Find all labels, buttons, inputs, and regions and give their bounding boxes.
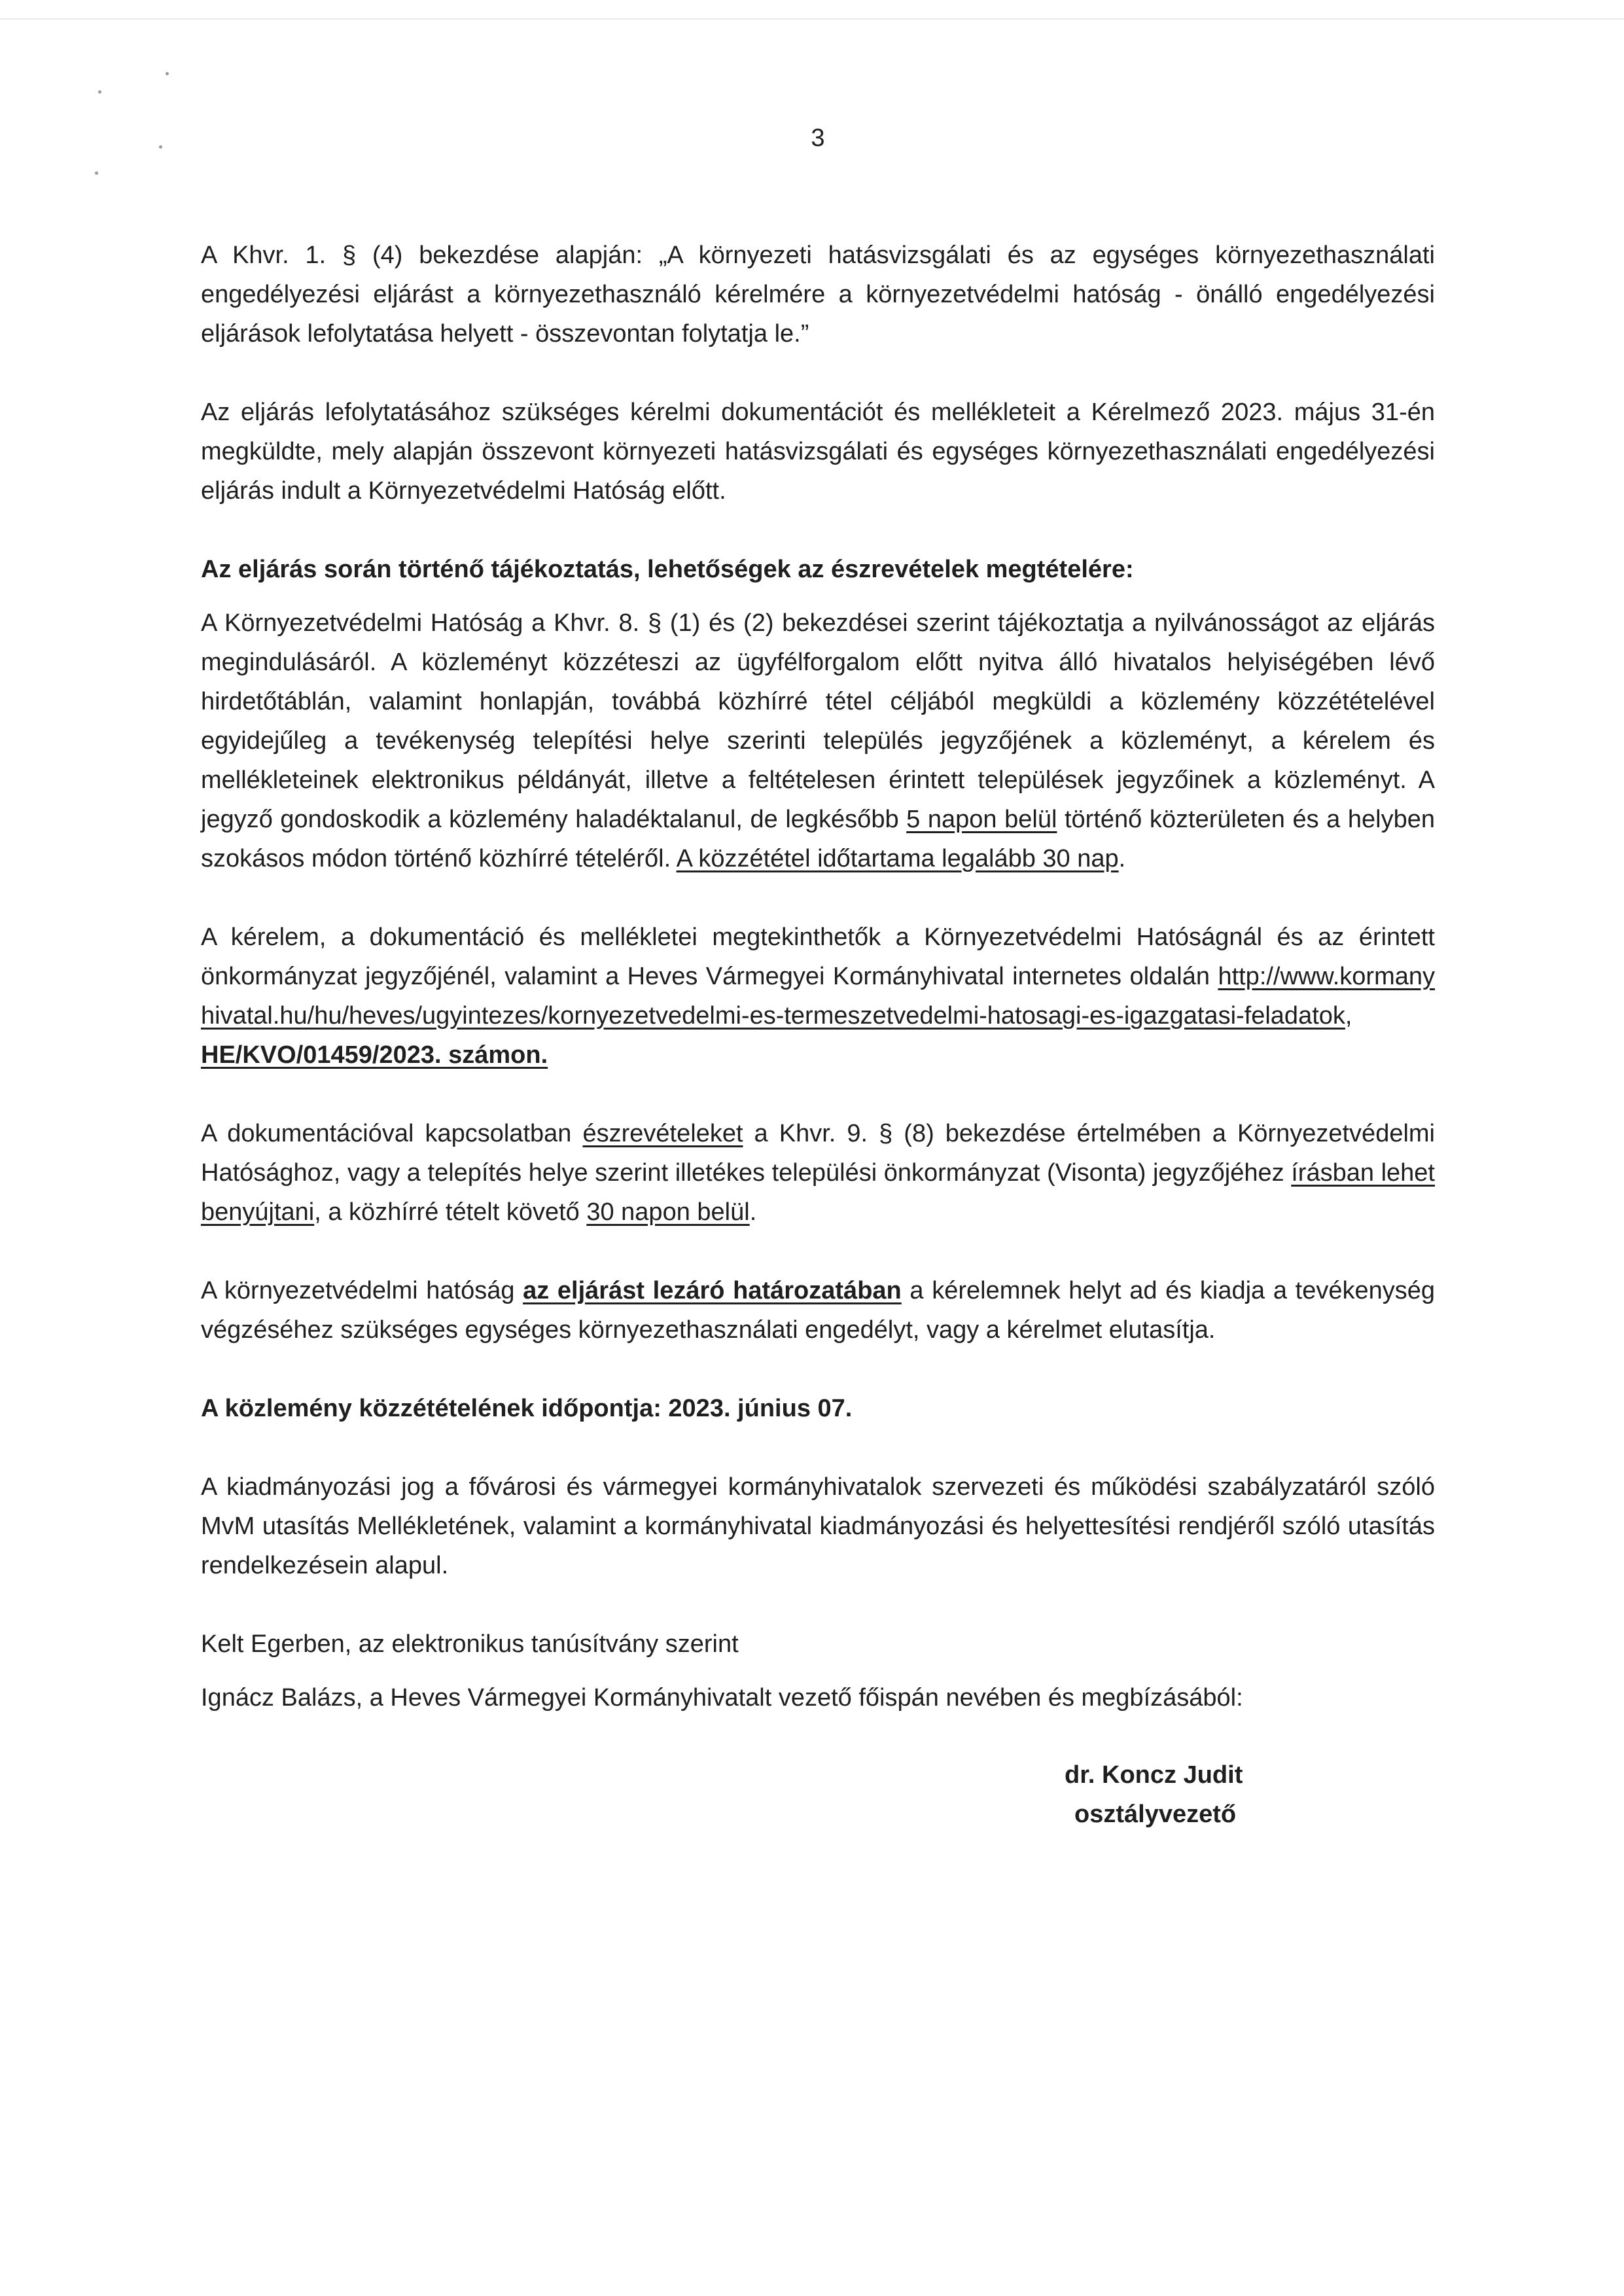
written-submission: írásban lehet benyújtani [201, 1159, 1435, 1226]
page-number: 3 [811, 124, 825, 152]
scan-speck [95, 171, 98, 175]
publication-duration: A közzététel időtartama legalább 30 nap [676, 845, 1119, 872]
case-number: HE/KVO/01459/2023. számon. [201, 1041, 548, 1069]
text-span: A kérelem, a dokumentáció és mellékletei megtekinthetők a Környezetvédelmi Hatóságnál és az érintett önkormányzat jegyzőjénél, valamint a Heves Vármegyei Kormányhivatal internetes oldalán [201, 924, 1435, 990]
paragraph-signing-authority: A kiadmányozási jog a fővárosi és vármegyei kormányhivatalok szervezeti és működési szabályzatáról szóló MvM utasítás Mellékletének, valamint a kormányhivatal kiadmányozási és helyettesítési rendjéről szóló utasítás rendelkezésein alapul. [201, 1473, 1435, 1579]
deadline-30-days: 30 napon belül [586, 1198, 750, 1226]
deadline-5-days: 5 napon belül [906, 806, 1057, 833]
document-body [201, 236, 1435, 1834]
text-span: . [1118, 845, 1126, 872]
section-heading: Az eljárás során történő tájékoztatás, lehetőségek az észrevételek megtételére: [201, 556, 1134, 583]
signatory-title: osztályvezető [1074, 1801, 1237, 1828]
scan-speck [159, 145, 162, 149]
text-span: a Khvr. 9. § (8) bekezdése értelmében a Környezetvédelmi Hatósághoz, vagy a telepítés helye szerint illetékes települési önkormányzat (Visonta) jegyzőjéhez [201, 1120, 1435, 1187]
website-link[interactable]: http://www.kormanyhivatal.hu/hu/heves/ugyintezes/kornyezetvedelmi-es-termeszetvedelmi-hatosagi-es-igazgatasi-feladatok [201, 963, 1435, 1030]
text-span: A Környezetvédelmi Hatóság a Khvr. 8. § (1) és (2) bekezdései szerint tájékoztatja a nyilvánosságot az eljárás megindulásáról. A közleményt közzéteszi az ügyfélforgalom előtt nyitva álló hivatalos helyiségében lévő hirdetőtáblán, valamint honlapján, továbbá közhírré tétel céljából megküldi a közlemény közzétételével egyidejűleg a tevékenység telepítési helye szerinti település jegyzőjének a közleményt, a kérelem és mellékleteinek elektronikus példányát, illetve a feltételesen érintett települések jegyzőinek a közleményt. A jegyző gondoskodik a közlemény haladéktalanul, de legkésőbb [201, 609, 1435, 833]
text-span: . [749, 1198, 757, 1226]
text-span: a kérelemnek helyt ad és kiadja a tevékenység végzéséhez szükséges egységes környezethasználati engedélyt, vagy a kérelmet elutasítja. [201, 1277, 1435, 1344]
text-span: A dokumentációval kapcsolatban [201, 1120, 583, 1147]
scan-speck [98, 90, 101, 94]
signature-block [1065, 1755, 1435, 1834]
paragraph-comments [201, 1114, 1435, 1232]
top-rule [0, 18, 1624, 20]
on-behalf-of: Ignácz Balázs, a Heves Vármegyei Kormányhivatalt vezető főispán nevében és megbízásából: [201, 1684, 1243, 1712]
text-span: , a közhírré tételt követő [314, 1198, 587, 1226]
scan-speck [166, 72, 169, 75]
text-span: A környezetvédelmi hatóság [201, 1277, 523, 1304]
paragraph-public-notice [201, 603, 1435, 878]
paragraph-submission: Az eljárás lefolytatásához szükséges kérelmi dokumentációt és mellékleteit a Kérelmező 2023. május 31-én megküldte, mely alapján összevont környezeti hatásvizsgálati és egységes környezethasználati engedélyezési eljárás indult a Környezetvédelmi Hatóság előtt. [201, 399, 1435, 505]
paragraph-documents-access [201, 918, 1435, 1075]
text-span: történő közterületen és a helyben szokásos módon történő közhírré tételéről. [201, 806, 1435, 872]
paragraph-decision [201, 1271, 1435, 1350]
closing-decision: az eljárást lezáró határozatában [523, 1277, 902, 1304]
place-of-issue: Kelt Egerben, az elektronikus tanúsítvány szerint [201, 1630, 739, 1658]
paragraph-legal-basis: A Khvr. 1. § (4) bekezdése alapján: „A környezeti hatásvizsgálati és az egységes környezethasználati engedélyezési eljárást a környezethasználó kérelmére a környezetvédelmi hatóság - önálló engedélyezési eljárások lefolytatása helyett - összevontan folytatja le.” [201, 242, 1435, 348]
signatory-name: dr. Koncz Judit [1065, 1761, 1243, 1789]
publication-date: A közlemény közzétételének időpontja: 2023. június 07. [201, 1395, 853, 1422]
text-span: , [1345, 1002, 1352, 1030]
comments-term: észrevételeket [582, 1120, 743, 1147]
